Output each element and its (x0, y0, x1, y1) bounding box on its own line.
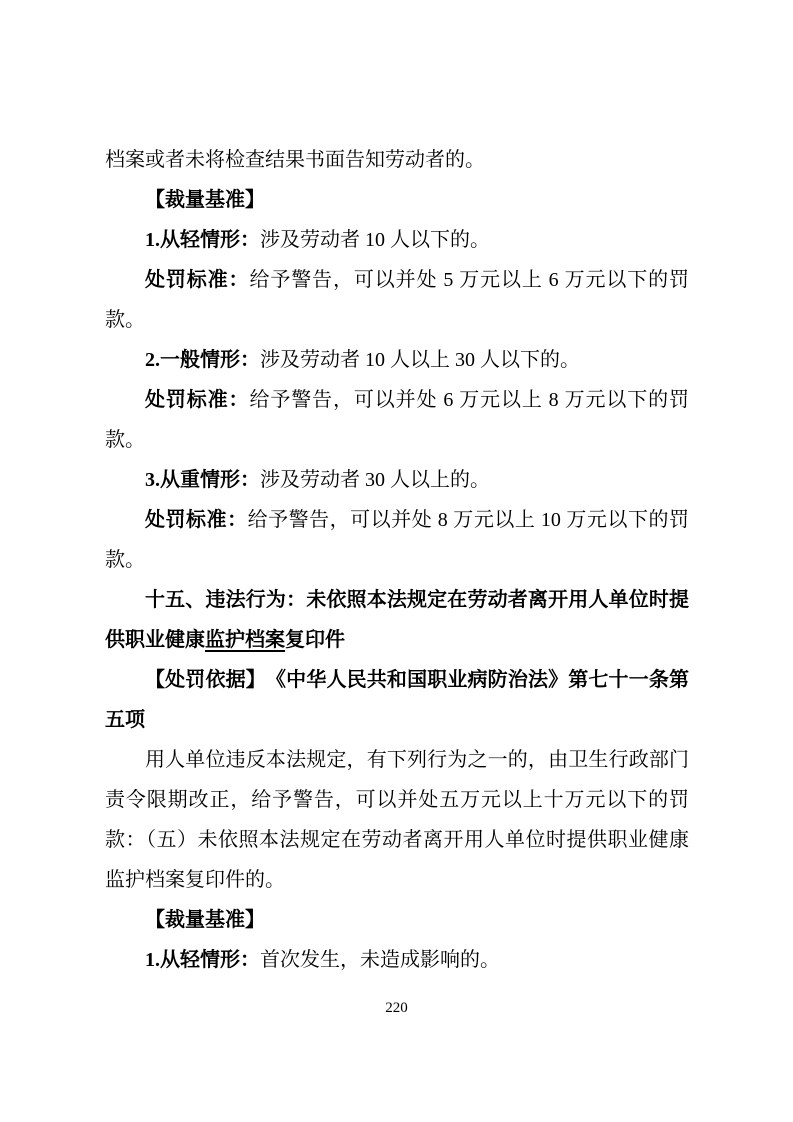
text-run: 处罚标准： (145, 509, 248, 531)
text-run: 涉及劳动者 10 人以上 30 人以下的。 (260, 349, 580, 371)
paragraph (105, 260, 689, 340)
text-run: 处罚标准： (145, 389, 250, 411)
text-run: 用人单位违反本法规定，有下列行为之一的，由卫生行政部门责令限期改正，给予警告，可以并处五万元以上十万元以下的罚款：（五）未依照本法规定在劳动者离开用人单位时提供职业健康监护档案复印件的。 (105, 749, 689, 891)
text-run: 涉及劳动者 30 人以上的。 (260, 469, 490, 491)
paragraph (105, 740, 689, 900)
paragraph (105, 140, 689, 180)
paragraph (105, 220, 689, 260)
text-run: 【裁量基准】 (145, 189, 265, 211)
text-run: 【裁量基准】 (145, 909, 265, 931)
document-body (105, 140, 689, 980)
text-run: 2.一般情形： (145, 349, 260, 371)
text-run: 首次发生，未造成影响的。 (260, 949, 500, 971)
text-run: 给予警告，可以并处 8 万元以上 10 万元以下的罚款。 (105, 509, 690, 571)
paragraph (105, 660, 689, 740)
text-run: 1.从轻情形： (145, 229, 260, 251)
paragraph (105, 380, 689, 460)
text-run: 【处罚依据】 《中华人民共和国职业病防治法》第七十一条第五项 (105, 669, 689, 731)
paragraph (105, 900, 689, 940)
text-run: 监护档案 (205, 629, 285, 651)
page-number: 220 (385, 1000, 408, 1016)
text-run: 给予警告，可以并处 6 万元以上 8 万元以下的罚款。 (105, 389, 690, 451)
text-run: 3.从重情形： (145, 469, 260, 491)
paragraph (105, 500, 689, 580)
text-run: 涉及劳动者 10 人以下的。 (260, 229, 490, 251)
paragraph (105, 580, 689, 660)
paragraph (105, 460, 689, 500)
text-run: 复印件 (285, 629, 345, 651)
text-run: 处罚标准： (145, 269, 250, 291)
text-run: 给予警告，可以并处 5 万元以上 6 万元以下的罚款。 (105, 269, 690, 331)
text-run: 1.从轻情形： (145, 949, 260, 971)
paragraph (105, 180, 689, 220)
paragraph (105, 940, 689, 980)
text-run: 十五、违法行为：未依照本法规定在劳动者离开用人单位时提供职业健康 (105, 589, 689, 651)
paragraph (105, 340, 689, 380)
text-run: 档案或者未将检查结果书面告知劳动者的。 (105, 149, 485, 171)
